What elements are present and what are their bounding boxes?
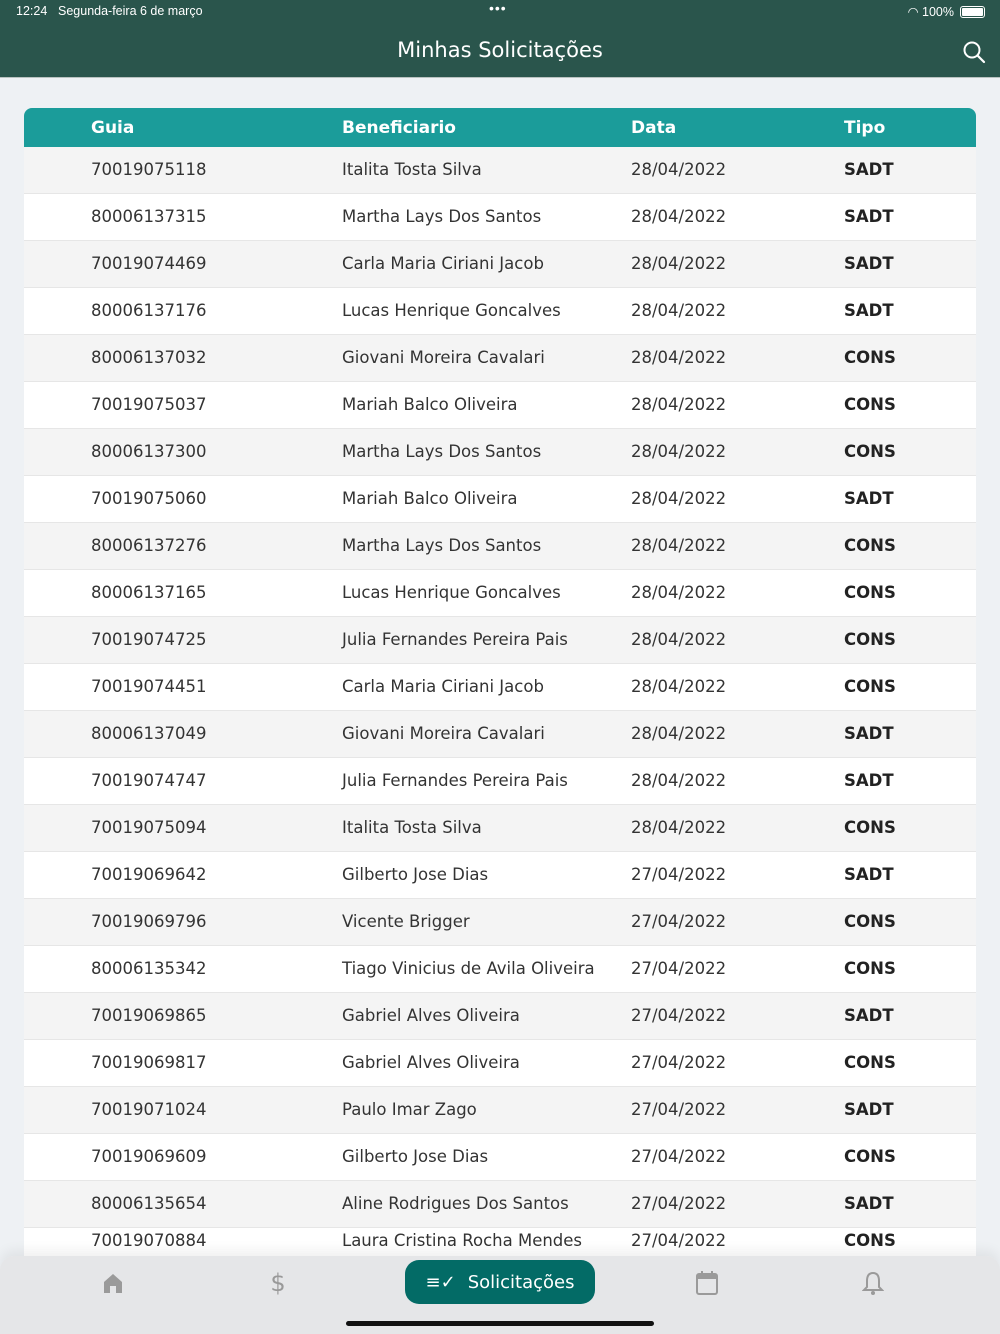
beneficiario-cell: Mariah Balco Oliveira: [342, 395, 518, 414]
beneficiario-cell: Laura Cristina Rocha Mendes: [342, 1231, 583, 1250]
calendar-icon[interactable]: [692, 1268, 722, 1298]
data-cell: 27/04/2022: [631, 1194, 727, 1213]
guia-cell: 70019069642: [91, 865, 207, 884]
table-row[interactable]: [24, 523, 976, 570]
tipo-cell: CONS: [844, 442, 896, 461]
tipo-cell: SADT: [844, 1194, 894, 1213]
column-header-data[interactable]: Data: [631, 117, 677, 138]
data-cell: 27/04/2022: [631, 1231, 727, 1250]
list-check-icon: ≡✓: [425, 1271, 456, 1293]
table-row[interactable]: [24, 288, 976, 335]
beneficiario-cell: Giovani Moreira Cavalari: [342, 724, 545, 743]
guia-cell: 70019075037: [91, 395, 207, 414]
table-row[interactable]: [24, 946, 976, 993]
beneficiario-cell: Martha Lays Dos Santos: [342, 207, 542, 226]
data-cell: 28/04/2022: [631, 724, 727, 743]
requests-table: [24, 108, 976, 1275]
beneficiario-cell: Julia Fernandes Pereira Pais: [342, 630, 568, 649]
data-cell: 27/04/2022: [631, 959, 727, 978]
data-cell: 27/04/2022: [631, 912, 727, 931]
beneficiario-cell: Julia Fernandes Pereira Pais: [342, 771, 568, 790]
table-row[interactable]: [24, 758, 976, 805]
beneficiario-cell: Vicente Brigger: [342, 912, 470, 931]
guia-cell: 70019074469: [91, 254, 207, 273]
beneficiario-cell: Martha Lays Dos Santos: [342, 442, 542, 461]
table-body: [24, 147, 976, 1275]
beneficiario-cell: Gilberto Jose Dias: [342, 1147, 489, 1166]
data-cell: 27/04/2022: [631, 1147, 727, 1166]
tipo-cell: CONS: [844, 395, 896, 414]
tipo-cell: CONS: [844, 818, 896, 837]
tipo-cell: SADT: [844, 724, 894, 743]
nav-solicitacoes-label: Solicitações: [467, 1271, 575, 1293]
tipo-cell: CONS: [844, 536, 896, 555]
guia-cell: 70019075094: [91, 818, 207, 837]
guia-cell: 70019069609: [91, 1147, 207, 1166]
beneficiario-cell: Gilberto Jose Dias: [342, 865, 489, 884]
tipo-cell: CONS: [844, 1147, 896, 1166]
status-date: Segunda-feira 6 de março: [58, 4, 203, 18]
guia-cell: 80006137300: [91, 442, 207, 461]
battery-icon: [960, 6, 985, 18]
table-row[interactable]: [24, 805, 976, 852]
table-row[interactable]: [24, 335, 976, 382]
data-cell: 27/04/2022: [631, 1053, 727, 1072]
data-cell: 28/04/2022: [631, 677, 727, 696]
beneficiario-cell: Giovani Moreira Cavalari: [342, 348, 545, 367]
guia-cell: 70019074747: [91, 771, 207, 790]
table-row[interactable]: [24, 1181, 976, 1228]
table-row[interactable]: [24, 194, 976, 241]
beneficiario-cell: Tiago Vinicius de Avila Oliveira: [342, 959, 595, 978]
beneficiario-cell: Gabriel Alves Oliveira: [342, 1006, 520, 1025]
guia-cell: 80006137315: [91, 207, 207, 226]
guia-cell: 80006137176: [91, 301, 207, 320]
data-cell: 27/04/2022: [631, 1006, 727, 1025]
tipo-cell: SADT: [844, 865, 894, 884]
table-row[interactable]: [24, 899, 976, 946]
data-cell: 28/04/2022: [631, 442, 727, 461]
guia-cell: 70019070884: [91, 1231, 207, 1250]
beneficiario-cell: Paulo Imar Zago: [342, 1100, 477, 1119]
tipo-cell: SADT: [844, 1006, 894, 1025]
beneficiario-cell: Aline Rodrigues Dos Santos: [342, 1194, 569, 1213]
guia-cell: 70019069817: [91, 1053, 207, 1072]
column-header-tipo[interactable]: Tipo: [844, 117, 886, 138]
home-indicator[interactable]: [346, 1321, 654, 1326]
guia-cell: 70019074451: [91, 677, 207, 696]
bottom-nav: [0, 1256, 1000, 1334]
tipo-cell: SADT: [844, 771, 894, 790]
table-row[interactable]: [24, 241, 976, 288]
guia-cell: 80006135342: [91, 959, 207, 978]
wifi-battery: [908, 4, 954, 19]
table-row[interactable]: [24, 147, 976, 194]
table-row[interactable]: [24, 664, 976, 711]
beneficiario-cell: Carla Maria Ciriani Jacob: [342, 677, 544, 696]
data-cell: 27/04/2022: [631, 865, 727, 884]
guia-cell: 70019075060: [91, 489, 207, 508]
data-cell: 28/04/2022: [631, 583, 727, 602]
table-row[interactable]: [24, 617, 976, 664]
table-row[interactable]: [24, 476, 976, 523]
beneficiario-cell: Gabriel Alves Oliveira: [342, 1053, 520, 1072]
page-title: Minhas Solicitações: [397, 38, 603, 62]
guia-cell: 80006137276: [91, 536, 207, 555]
table-row[interactable]: [24, 570, 976, 617]
data-cell: 28/04/2022: [631, 536, 727, 555]
data-cell: 28/04/2022: [631, 771, 727, 790]
tipo-cell: CONS: [844, 677, 896, 696]
status-time: 12:24: [16, 4, 48, 18]
table-row[interactable]: [24, 429, 976, 476]
column-header-guia[interactable]: Guia: [91, 117, 135, 138]
tipo-cell: SADT: [844, 301, 894, 320]
data-cell: 28/04/2022: [631, 254, 727, 273]
tipo-cell: SADT: [844, 207, 894, 226]
beneficiario-cell: Italita Tosta Silva: [342, 160, 482, 179]
column-header-beneficiario[interactable]: Beneficiario: [342, 117, 456, 138]
data-cell: 27/04/2022: [631, 1100, 727, 1119]
data-cell: 28/04/2022: [631, 301, 727, 320]
data-cell: 28/04/2022: [631, 160, 727, 179]
table-row[interactable]: [24, 382, 976, 429]
guia-cell: 80006137049: [91, 724, 207, 743]
data-cell: 28/04/2022: [631, 395, 727, 414]
table-header: [24, 108, 976, 147]
beneficiario-cell: Carla Maria Ciriani Jacob: [342, 254, 544, 273]
guia-cell: 70019069865: [91, 1006, 207, 1025]
table-row[interactable]: [24, 711, 976, 758]
beneficiario-cell: Mariah Balco Oliveira: [342, 489, 518, 508]
search-icon[interactable]: [962, 40, 986, 64]
tipo-cell: CONS: [844, 1053, 896, 1072]
guia-cell: 70019069796: [91, 912, 207, 931]
data-cell: 28/04/2022: [631, 818, 727, 837]
data-cell: 28/04/2022: [631, 348, 727, 367]
beneficiario-cell: Lucas Henrique Goncalves: [342, 583, 561, 602]
tipo-cell: SADT: [844, 489, 894, 508]
tipo-cell: CONS: [844, 912, 896, 931]
tipo-cell: SADT: [844, 254, 894, 273]
table-row[interactable]: [24, 993, 976, 1040]
table-row[interactable]: [24, 1087, 976, 1134]
tipo-cell: CONS: [844, 348, 896, 367]
guia-cell: 80006137165: [91, 583, 207, 602]
multitask-dots-icon[interactable]: •••: [489, 0, 507, 16]
guia-cell: 80006135654: [91, 1194, 207, 1213]
tipo-cell: CONS: [844, 583, 896, 602]
tipo-cell: CONS: [844, 630, 896, 649]
guia-cell: 70019075118: [91, 160, 207, 179]
wifi-icon: ◠: [907, 5, 919, 19]
beneficiario-cell: Italita Tosta Silva: [342, 818, 482, 837]
data-cell: 28/04/2022: [631, 489, 727, 508]
table-row[interactable]: [24, 852, 976, 899]
guia-cell: 70019074725: [91, 630, 207, 649]
top-bar: [0, 0, 1000, 78]
data-cell: 28/04/2022: [631, 207, 727, 226]
beneficiario-cell: Lucas Henrique Goncalves: [342, 301, 561, 320]
bell-icon[interactable]: [858, 1268, 888, 1298]
tipo-cell: SADT: [844, 160, 894, 179]
nav-solicitacoes-button[interactable]: [405, 1260, 595, 1304]
home-icon[interactable]: [98, 1268, 128, 1298]
data-cell: 28/04/2022: [631, 630, 727, 649]
tipo-cell: CONS: [844, 959, 896, 978]
dollar-icon[interactable]: $: [270, 1269, 286, 1297]
table-row[interactable]: [24, 1040, 976, 1087]
battery-percent: 100%: [922, 5, 954, 19]
tipo-cell: CONS: [844, 1231, 896, 1250]
guia-cell: 70019071024: [91, 1100, 207, 1119]
table-row[interactable]: [24, 1134, 976, 1181]
tipo-cell: SADT: [844, 1100, 894, 1119]
beneficiario-cell: Martha Lays Dos Santos: [342, 536, 542, 555]
guia-cell: 80006137032: [91, 348, 207, 367]
